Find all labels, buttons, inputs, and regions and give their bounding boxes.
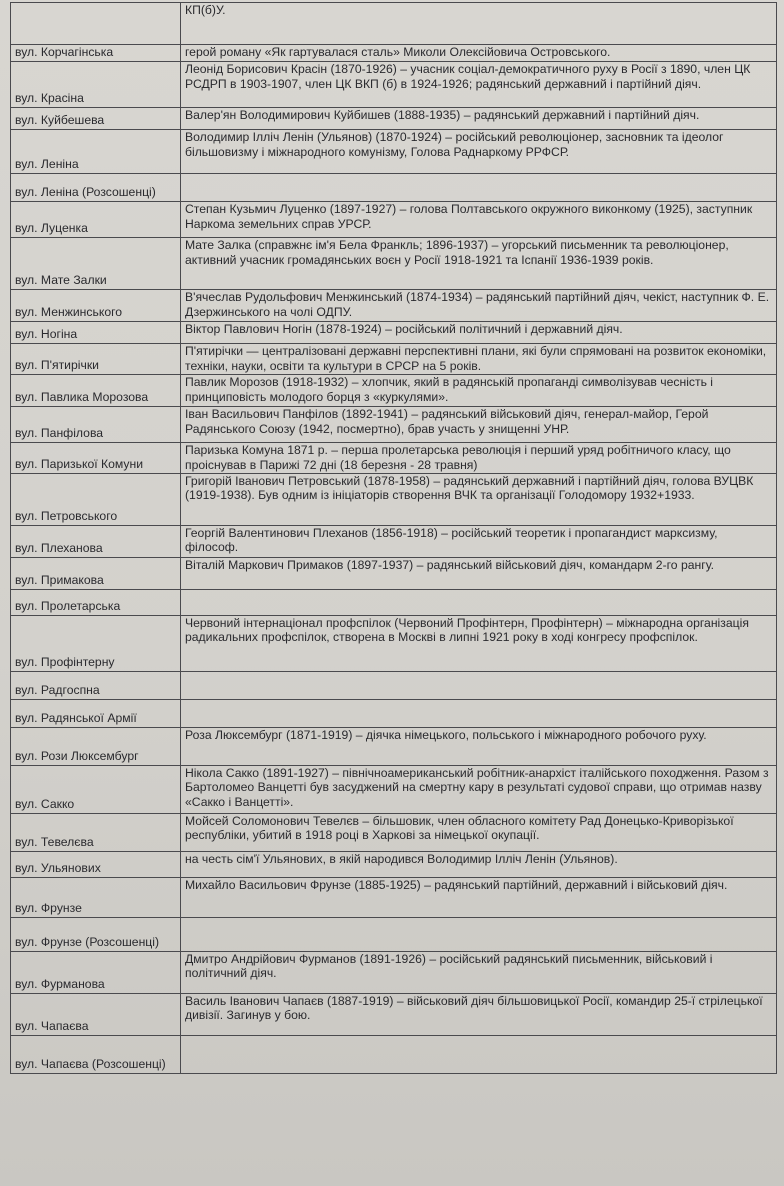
description-cell: Павлик Морозов (1918-1932) – хлопчик, який в радянській пропаганді символізував чесність і принциповість молодого борця з «куркулями». bbox=[181, 375, 777, 407]
street-name-cell: вул. Петровського bbox=[11, 474, 181, 526]
table-row bbox=[11, 130, 777, 174]
street-name-cell: вул. Пролетарська bbox=[11, 590, 181, 616]
street-name-cell: вул. Павлика Морозова bbox=[11, 375, 181, 407]
table-row bbox=[11, 878, 777, 918]
table-body bbox=[11, 3, 777, 1074]
table-row bbox=[11, 407, 777, 443]
street-name-cell: вул. Мате Залки bbox=[11, 238, 181, 290]
table-row bbox=[11, 443, 777, 474]
table-row bbox=[11, 994, 777, 1036]
description-cell: Нікола Сакко (1891-1927) – північноамериканський робітник-анархіст італійського походження. Разом з Бартоломео Ванцетті був засуджений на смертну кару в результаті судової справи, що отримав назву «Сакко і Ванцетті». bbox=[181, 766, 777, 814]
street-name-cell: вул. Паризької Комуни bbox=[11, 443, 181, 474]
street-name-cell: вул. Радгоспна bbox=[11, 672, 181, 700]
table-row bbox=[11, 344, 777, 375]
description-cell: Мойсей Соломонович Тевелєв – більшовик, член обласного комітету Рад Донецько-Криворізької республіки, убитий в 1918 році в Харкові за німецької окупації. bbox=[181, 814, 777, 852]
description-cell bbox=[181, 918, 777, 952]
street-name-cell: вул. Радянської Армії bbox=[11, 700, 181, 728]
table-row bbox=[11, 62, 777, 108]
description-cell: Валер'ян Володимирович Куйбишев (1888-1935) – радянський державний і партійний діяч. bbox=[181, 108, 777, 130]
table-row bbox=[11, 1036, 777, 1074]
description-cell: Володимир Ілліч Ленін (Ульянов) (1870-1924) – російський революціонер, засновник та ідеолог більшовизму і міжнародного комунізму, Голова Раднаркому РРФСР. bbox=[181, 130, 777, 174]
street-name-cell: вул. Леніна (Розсошенці) bbox=[11, 174, 181, 202]
description-cell bbox=[181, 700, 777, 728]
street-name-cell: вул. Тевелєва bbox=[11, 814, 181, 852]
description-cell: КП(б)У. bbox=[181, 3, 777, 45]
description-cell: герой роману «Як гартувалася сталь» Миколи Олексійовича Островського. bbox=[181, 45, 777, 62]
street-name-cell: вул. Ульянових bbox=[11, 852, 181, 878]
street-name-cell: вул. Фурманова bbox=[11, 952, 181, 994]
street-name-cell: вул. Корчагінська bbox=[11, 45, 181, 62]
table-row bbox=[11, 238, 777, 290]
street-name-cell: вул. Куйбешева bbox=[11, 108, 181, 130]
street-name-cell: вул. Чапаєва bbox=[11, 994, 181, 1036]
street-names-table bbox=[10, 2, 777, 1074]
description-cell: Леонід Борисович Красін (1870-1926) – учасник соціал-демократичного руху в Росії з 1890, член ЦК РСДРП в 1903-1907, член ЦК ВКП (б) в 1924-1926; радянський державний і партійний діяч. bbox=[181, 62, 777, 108]
description-cell: Паризька Комуна 1871 р. – перша пролетарська революція і перший уряд робітничого класу, що проіснував в Парижі 72 дні (18 березня - 28 травня) bbox=[181, 443, 777, 474]
street-name-cell: вул. Менжинського bbox=[11, 290, 181, 322]
description-cell: Василь Іванович Чапаєв (1887-1919) – військовий діяч більшовицької Росії, командир 25-ї стрілецької дивізії. Загинув у бою. bbox=[181, 994, 777, 1036]
table-row bbox=[11, 700, 777, 728]
table-row bbox=[11, 852, 777, 878]
description-cell: Григорій Іванович Петровський (1878-1958) – радянський державний і партійний діяч, голова ВУЦВК (1919-1938). Був одним із ініціаторів створення ВЧК та організації Голодомору 1932+1933. bbox=[181, 474, 777, 526]
street-name-cell: вул. Чапаєва (Розсошенці) bbox=[11, 1036, 181, 1074]
street-name-cell: вул. Профінтерну bbox=[11, 616, 181, 672]
description-cell: Червоний інтернаціонал профспілок (Червоний Профінтерн, Профінтерн) – міжнародна організація радикальних профспілок, створена в Москві в липні 1921 року в ході конгресу профспілок. bbox=[181, 616, 777, 672]
table-row bbox=[11, 108, 777, 130]
street-name-cell: вул. Ногіна bbox=[11, 322, 181, 344]
table-row bbox=[11, 616, 777, 672]
table-row bbox=[11, 526, 777, 558]
table-row bbox=[11, 672, 777, 700]
street-name-cell: вул. Красіна bbox=[11, 62, 181, 108]
table-row bbox=[11, 918, 777, 952]
street-name-cell: вул. П'ятирічки bbox=[11, 344, 181, 375]
description-cell: Дмитро Андрійович Фурманов (1891-1926) – російський радянський письменник, військовий і політичний діяч. bbox=[181, 952, 777, 994]
street-name-cell: вул. Фрунзе bbox=[11, 878, 181, 918]
description-cell bbox=[181, 1036, 777, 1074]
street-name-cell: вул. Леніна bbox=[11, 130, 181, 174]
street-name-cell: вул. Сакко bbox=[11, 766, 181, 814]
table-row bbox=[11, 45, 777, 62]
description-cell: Георгій Валентинович Плеханов (1856-1918) – російський теоретик і пропагандист марксизму, філософ. bbox=[181, 526, 777, 558]
table-row bbox=[11, 202, 777, 238]
table-row bbox=[11, 375, 777, 407]
description-cell: В'ячеслав Рудольфович Менжинський (1874-1934) – радянський партійний діяч, чекіст, наступник Ф. Е. Дзержинського на чолі ОДПУ. bbox=[181, 290, 777, 322]
table-row bbox=[11, 290, 777, 322]
street-name-cell bbox=[11, 3, 181, 45]
description-cell: Віталій Маркович Примаков (1897-1937) – радянський військовий діяч, командарм 2-го рангу. bbox=[181, 558, 777, 590]
street-name-cell: вул. Примакова bbox=[11, 558, 181, 590]
street-name-cell: вул. Фрунзе (Розсошенці) bbox=[11, 918, 181, 952]
table-row bbox=[11, 558, 777, 590]
table-row bbox=[11, 766, 777, 814]
table-row bbox=[11, 952, 777, 994]
table-row bbox=[11, 814, 777, 852]
street-name-cell: вул. Луценка bbox=[11, 202, 181, 238]
street-name-cell: вул. Рози Люксембург bbox=[11, 728, 181, 766]
table-row bbox=[11, 322, 777, 344]
description-cell: Іван Васильович Панфілов (1892-1941) – радянський військовий діяч, генерал-майор, Герой Радянського Союзу (1942, посмертно), брав участь у знищенні УНР. bbox=[181, 407, 777, 443]
street-name-cell: вул. Плеханова bbox=[11, 526, 181, 558]
description-cell bbox=[181, 590, 777, 616]
description-cell: Віктор Павлович Ногін (1878-1924) – російський політичний і державний діяч. bbox=[181, 322, 777, 344]
description-cell: Степан Кузьмич Луценко (1897-1927) – голова Полтавського окружного виконкому (1925), заступник Наркома земельних справ УРСР. bbox=[181, 202, 777, 238]
description-cell: П'ятирічки — централізовані державні перспективні плани, які були спрямовані на розвиток економіки, техніки, науки, освіти та культури в СРСР на 5 років. bbox=[181, 344, 777, 375]
description-cell: Мате Залка (справжнє ім'я Бела Франкль; 1896-1937) – угорський письменник та революціонер, активний учасник громадянських воєн у Росії 1918-1921 та Іспанії 1936-1939 років. bbox=[181, 238, 777, 290]
table-row bbox=[11, 474, 777, 526]
street-name-cell: вул. Панфілова bbox=[11, 407, 181, 443]
table-row bbox=[11, 3, 777, 45]
table-row bbox=[11, 590, 777, 616]
table-row bbox=[11, 174, 777, 202]
description-cell: на честь сім'ї Ульянових, в якій народився Володимир Ілліч Ленін (Ульянов). bbox=[181, 852, 777, 878]
description-cell: Роза Люксембург (1871-1919) – діячка німецького, польського і міжнародного робочого руху. bbox=[181, 728, 777, 766]
table-row bbox=[11, 728, 777, 766]
description-cell bbox=[181, 174, 777, 202]
description-cell bbox=[181, 672, 777, 700]
description-cell: Михайло Васильович Фрунзе (1885-1925) – радянський партійний, державний і військовий діяч. bbox=[181, 878, 777, 918]
